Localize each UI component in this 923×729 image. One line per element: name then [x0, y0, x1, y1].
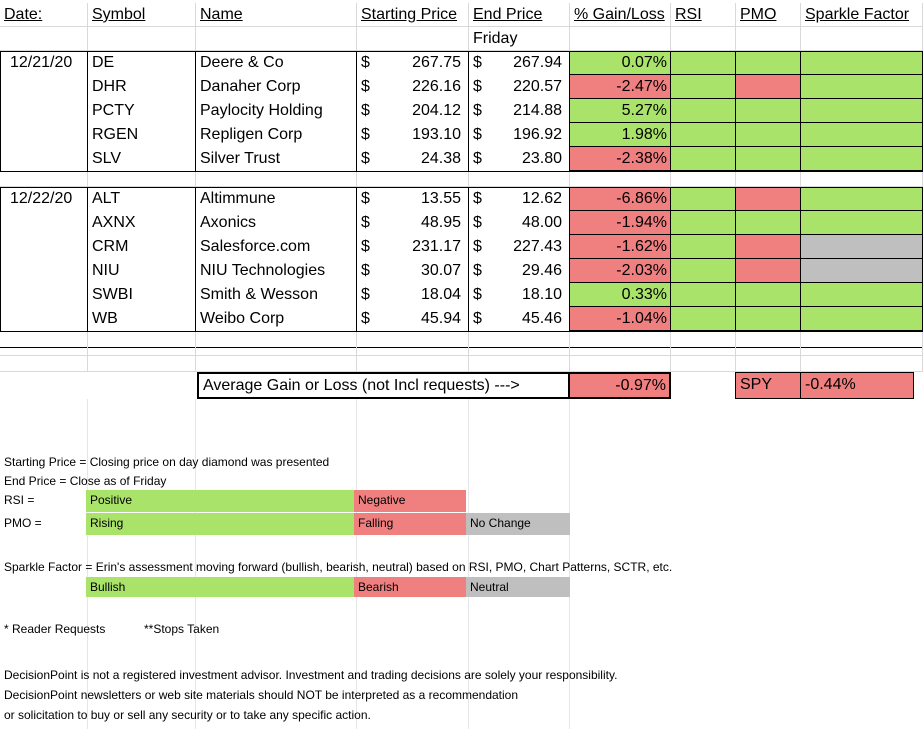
legend-pmo-rising: Rising: [86, 513, 354, 535]
blank-cell[interactable]: [570, 619, 671, 641]
end-price-cell[interactable]: [469, 211, 570, 235]
blank-cell[interactable]: [801, 399, 923, 421]
header-sparkle-factor-text: Sparkle Factor: [805, 6, 910, 23]
header-blank-cell[interactable]: [357, 27, 469, 51]
sparkle-factor-cell[interactable]: [801, 187, 923, 211]
starting-price-value: 231.17: [412, 238, 461, 255]
blank-cell[interactable]: [0, 597, 88, 619]
sparkle-factor-cell[interactable]: [801, 51, 923, 75]
pmo-cell[interactable]: [736, 99, 801, 123]
pmo-cell[interactable]: [736, 187, 801, 211]
currency-symbol: $: [473, 126, 482, 143]
date-cell[interactable]: [0, 283, 88, 307]
end-price-value: 23.80: [521, 150, 562, 167]
end-price-cell[interactable]: [469, 307, 570, 331]
end-price-value: 227.43: [513, 238, 562, 255]
currency-symbol: $: [361, 150, 370, 167]
blank-cell[interactable]: [570, 531, 671, 553]
sparkle-factor-cell[interactable]: [801, 307, 923, 331]
blank-cell[interactable]: [671, 421, 736, 443]
end-price-value: 29.46: [521, 262, 562, 279]
blank-cell[interactable]: [570, 443, 671, 465]
blank-cell[interactable]: [570, 597, 671, 619]
name-cell[interactable]: Paylocity Holding: [196, 99, 357, 123]
legend-bearish: Bearish: [354, 577, 466, 597]
name-cell[interactable]: Altimmune: [196, 187, 357, 211]
legend-pmo-falling: Falling: [354, 513, 466, 535]
header-blank-cell[interactable]: [88, 27, 196, 51]
symbol-cell[interactable]: CRM: [88, 235, 196, 259]
blank-cell[interactable]: [196, 421, 357, 443]
currency-symbol: $: [361, 262, 370, 279]
starting-price-value: 267.75: [412, 54, 461, 71]
date-cell[interactable]: [0, 147, 88, 171]
header-starting-price[interactable]: [357, 3, 469, 27]
blank-cell[interactable]: [801, 685, 923, 707]
blank-cell[interactable]: [0, 575, 88, 597]
rsi-cell[interactable]: [671, 123, 736, 147]
blank-cell[interactable]: [570, 399, 671, 421]
blank-cell[interactable]: [570, 465, 671, 487]
end-price-value: 214.88: [513, 102, 562, 119]
date-cell[interactable]: [0, 75, 88, 99]
blank-cell[interactable]: [357, 641, 469, 663]
rsi-cell[interactable]: [671, 51, 736, 75]
blank-cell[interactable]: [357, 356, 469, 372]
currency-symbol: $: [473, 262, 482, 279]
spy-label: SPY: [735, 372, 801, 399]
date-cell[interactable]: [0, 211, 88, 235]
sparkle-factor-cell[interactable]: [801, 99, 923, 123]
starting-price-value: 24.38: [420, 150, 461, 167]
blank-cell[interactable]: [196, 399, 357, 421]
blank-cell[interactable]: [0, 356, 88, 372]
symbol-cell[interactable]: DE: [88, 51, 196, 75]
symbol-cell[interactable]: SLV: [88, 147, 196, 171]
header-rsi[interactable]: [671, 3, 736, 27]
name-cell[interactable]: Weibo Corp: [196, 307, 357, 331]
blank-cell[interactable]: [570, 487, 671, 509]
starting-price-value: 204.12: [412, 102, 461, 119]
end-price-value: 12.62: [521, 190, 562, 207]
blank-cell[interactable]: [736, 553, 801, 575]
starting-price-cell[interactable]: [357, 75, 469, 99]
date-cell[interactable]: [0, 259, 88, 283]
end-price-value: 48.00: [521, 214, 562, 231]
sparkle-factor-cell[interactable]: [801, 235, 923, 259]
blank-cell[interactable]: [801, 575, 923, 597]
spy-value: -0.44%: [801, 372, 914, 399]
blank-cell[interactable]: [196, 332, 357, 356]
end-price-value: 45.46: [521, 310, 562, 327]
gain-loss-cell[interactable]: -2.47%: [570, 75, 671, 99]
note-stops-taken: **Stops Taken: [144, 622, 220, 636]
end-price-cell[interactable]: [469, 259, 570, 283]
pmo-cell[interactable]: [736, 123, 801, 147]
end-price-cell[interactable]: [469, 123, 570, 147]
symbol-cell[interactable]: PCTY: [88, 99, 196, 123]
symbol-cell[interactable]: SWBI: [88, 283, 196, 307]
starting-price-value: 13.55: [420, 190, 461, 207]
pmo-cell[interactable]: [736, 75, 801, 99]
gain-loss-cell[interactable]: 0.33%: [570, 283, 671, 307]
pmo-cell[interactable]: [736, 307, 801, 331]
end-price-cell[interactable]: [469, 75, 570, 99]
rsi-cell[interactable]: [671, 99, 736, 123]
starting-price-cell[interactable]: [357, 187, 469, 211]
blank-cell[interactable]: [196, 597, 357, 619]
blank-cell[interactable]: [736, 171, 801, 187]
blank-cell[interactable]: [469, 171, 570, 187]
symbol-cell[interactable]: AXNX: [88, 211, 196, 235]
legend-rsi-positive: Positive: [86, 490, 354, 512]
symbol-cell[interactable]: WB: [88, 307, 196, 331]
gain-loss-cell[interactable]: -1.04%: [570, 307, 671, 331]
blank-cell[interactable]: [671, 443, 736, 465]
name-cell[interactable]: Silver Trust: [196, 147, 357, 171]
blank-cell[interactable]: [570, 332, 671, 356]
currency-symbol: $: [473, 102, 482, 119]
sparkle-factor-cell[interactable]: [801, 211, 923, 235]
currency-symbol: $: [473, 78, 482, 95]
blank-cell[interactable]: [357, 399, 469, 421]
average-value: -0.97%: [570, 372, 671, 399]
starting-price-value: 18.04: [420, 286, 461, 303]
blank-cell[interactable]: [736, 356, 801, 372]
blank-cell[interactable]: [570, 509, 671, 531]
blank-cell[interactable]: [801, 465, 923, 487]
blank-cell[interactable]: [570, 171, 671, 187]
header-blank-cell[interactable]: [570, 27, 671, 51]
currency-symbol: $: [473, 238, 482, 255]
name-cell[interactable]: NIU Technologies: [196, 259, 357, 283]
starting-price-cell[interactable]: [357, 211, 469, 235]
rsi-cell[interactable]: [671, 75, 736, 99]
blank-cell[interactable]: [801, 707, 923, 729]
legend-neutral: Neutral: [466, 577, 570, 597]
sparkle-factor-cell[interactable]: [801, 283, 923, 307]
starting-price-value: 45.94: [420, 310, 461, 327]
currency-symbol: $: [361, 54, 370, 71]
header-blank-cell[interactable]: [196, 27, 357, 51]
currency-symbol: $: [473, 150, 482, 167]
blank-cell[interactable]: [801, 663, 923, 685]
blank-cell[interactable]: [469, 641, 570, 663]
starting-price-cell[interactable]: [357, 283, 469, 307]
currency-symbol: $: [361, 102, 370, 119]
date-cell[interactable]: [0, 235, 88, 259]
end-price-cell[interactable]: [469, 235, 570, 259]
currency-symbol: $: [361, 286, 370, 303]
header-symbol-text: Symbol: [92, 6, 146, 23]
legend-bullish: Bullish: [86, 577, 354, 597]
end-price-value: 196.92: [513, 126, 562, 143]
end-price-cell[interactable]: [469, 99, 570, 123]
header-blank-cell[interactable]: [801, 27, 923, 51]
blank-cell[interactable]: [736, 443, 801, 465]
blank-cell[interactable]: [801, 332, 923, 356]
blank-cell[interactable]: [671, 465, 736, 487]
header-pmo-text: PMO: [740, 6, 777, 23]
starting-price-value: 193.10: [412, 126, 461, 143]
symbol-cell[interactable]: NIU: [88, 259, 196, 283]
header-date-text: Date:: [4, 6, 43, 23]
blank-cell[interactable]: [801, 443, 923, 465]
header-symbol[interactable]: [88, 3, 196, 27]
blank-cell[interactable]: [736, 663, 801, 685]
currency-symbol: $: [361, 310, 370, 327]
blank-cell[interactable]: [0, 171, 88, 187]
blank-cell[interactable]: [671, 332, 736, 356]
header-end-price-text: End Price: [473, 6, 543, 23]
rsi-cell[interactable]: [671, 259, 736, 283]
blank-cell[interactable]: [671, 597, 736, 619]
gain-loss-cell[interactable]: -2.38%: [570, 147, 671, 171]
blank-cell[interactable]: [88, 597, 196, 619]
blank-cell[interactable]: [570, 641, 671, 663]
currency-symbol: $: [361, 190, 370, 207]
blank-cell[interactable]: [801, 487, 923, 509]
gain-loss-cell[interactable]: -2.03%: [570, 259, 671, 283]
blank-cell[interactable]: [736, 707, 801, 729]
starting-price-cell[interactable]: [357, 99, 469, 123]
blank-cell[interactable]: [801, 641, 923, 663]
starting-price-cell[interactable]: [357, 123, 469, 147]
blank-cell[interactable]: [469, 597, 570, 619]
blank-cell[interactable]: [570, 356, 671, 372]
header-starting-price-text: Starting Price: [361, 6, 458, 23]
currency-symbol: $: [361, 126, 370, 143]
header-name-text: Name: [200, 6, 243, 23]
header-date[interactable]: [0, 3, 88, 27]
blank-cell[interactable]: [736, 421, 801, 443]
blank-cell[interactable]: [357, 619, 469, 641]
disclaimer-line-2: DecisionPoint newsletters or web site materials should NOT be interpreted as a recommendation: [4, 688, 519, 702]
legend-pmo-no-change: No Change: [466, 513, 570, 535]
currency-symbol: $: [361, 238, 370, 255]
sparkle-factor-cell[interactable]: [801, 147, 923, 171]
gain-loss-cell[interactable]: -1.94%: [570, 211, 671, 235]
blank-cell[interactable]: [736, 619, 801, 641]
header-gain-loss[interactable]: [570, 3, 671, 27]
gain-loss-cell[interactable]: 0.07%: [570, 51, 671, 75]
legend-rsi-negative: Negative: [354, 490, 466, 512]
starting-price-cell[interactable]: [357, 51, 469, 75]
blank-cell[interactable]: [469, 487, 570, 509]
sparkle-factor-cell[interactable]: [801, 259, 923, 283]
rsi-cell[interactable]: [671, 283, 736, 307]
end-price-value: 18.10: [521, 286, 562, 303]
symbol-cell[interactable]: DHR: [88, 75, 196, 99]
currency-symbol: $: [361, 78, 370, 95]
pmo-cell[interactable]: [736, 283, 801, 307]
end-price-cell[interactable]: [469, 283, 570, 307]
blank-cell[interactable]: [0, 332, 88, 356]
name-cell[interactable]: Danaher Corp: [196, 75, 357, 99]
disclaimer-line-1: DecisionPoint is not a registered investment advisor. Investment and trading decisions are solely your responsibility.: [4, 668, 618, 682]
blank-cell[interactable]: [671, 399, 736, 421]
blank-cell[interactable]: [0, 641, 88, 663]
blank-cell[interactable]: [736, 685, 801, 707]
pmo-cell[interactable]: [736, 147, 801, 171]
end-price-value: 267.94: [513, 54, 562, 71]
symbol-cell[interactable]: RGEN: [88, 123, 196, 147]
blank-cell[interactable]: [671, 575, 736, 597]
blank-cell[interactable]: [469, 399, 570, 421]
date-cell[interactable]: [0, 307, 88, 331]
legend-starting-price: Starting Price = Closing price on day diamond was presented: [4, 455, 330, 469]
legend-rsi-label: RSI =: [4, 493, 35, 507]
blank-cell[interactable]: [736, 509, 801, 531]
average-label: Average Gain or Loss (not Incl requests) --->: [197, 372, 570, 399]
date-cell[interactable]: 12/22/20: [0, 187, 88, 211]
blank-cell[interactable]: [88, 356, 196, 372]
blank-cell[interactable]: [196, 171, 357, 187]
sparkle-factor-cell[interactable]: [801, 123, 923, 147]
disclaimer-line-3: or solicitation to buy or sell any security or to take any specific action.: [4, 708, 371, 722]
blank-cell[interactable]: [801, 531, 923, 553]
header-sparkle-factor[interactable]: [801, 3, 923, 27]
starting-price-value: 226.16: [412, 78, 461, 95]
blank-cell[interactable]: [671, 356, 736, 372]
blank-cell[interactable]: [357, 332, 469, 356]
blank-cell[interactable]: [671, 171, 736, 187]
blank-cell[interactable]: [469, 421, 570, 443]
date-cell[interactable]: 12/21/20: [0, 51, 88, 75]
rsi-cell[interactable]: [671, 147, 736, 171]
header-end-price[interactable]: [469, 3, 570, 27]
blank-cell[interactable]: [196, 641, 357, 663]
blank-cell[interactable]: [357, 597, 469, 619]
name-cell[interactable]: Deere & Co: [196, 51, 357, 75]
blank-cell[interactable]: [357, 171, 469, 187]
starting-price-value: 48.95: [420, 214, 461, 231]
starting-price-cell[interactable]: [357, 147, 469, 171]
rsi-cell[interactable]: [671, 187, 736, 211]
name-cell[interactable]: Salesforce.com: [196, 235, 357, 259]
blank-cell[interactable]: [0, 399, 88, 421]
pmo-cell[interactable]: [736, 259, 801, 283]
name-cell[interactable]: Smith & Wesson: [196, 283, 357, 307]
end-price-value: 220.57: [513, 78, 562, 95]
date-cell[interactable]: [0, 99, 88, 123]
blank-cell[interactable]: [801, 509, 923, 531]
currency-symbol: $: [473, 190, 482, 207]
blank-cell[interactable]: [736, 465, 801, 487]
starting-price-cell[interactable]: [357, 235, 469, 259]
blank-cell[interactable]: [88, 332, 196, 356]
starting-price-value: 30.07: [420, 262, 461, 279]
rsi-cell[interactable]: [671, 235, 736, 259]
currency-symbol: $: [361, 214, 370, 231]
blank-cell[interactable]: [469, 619, 570, 641]
blank-cell[interactable]: [736, 641, 801, 663]
currency-symbol: $: [473, 214, 482, 231]
header-name[interactable]: [196, 3, 357, 27]
legend-end-price: End Price = Close as of Friday: [4, 474, 167, 488]
blank-cell[interactable]: [736, 487, 801, 509]
end-price-cell[interactable]: [469, 51, 570, 75]
currency-symbol: $: [473, 286, 482, 303]
blank-cell[interactable]: [736, 332, 801, 356]
starting-price-cell[interactable]: [357, 259, 469, 283]
symbol-cell[interactable]: ALT: [88, 187, 196, 211]
note-reader-requests: * Reader Requests: [4, 622, 106, 636]
header-pmo[interactable]: [736, 3, 801, 27]
blank-cell[interactable]: [88, 641, 196, 663]
blank-cell[interactable]: [736, 597, 801, 619]
blank-cell[interactable]: [736, 575, 801, 597]
header-blank-cell[interactable]: [671, 27, 736, 51]
blank-cell[interactable]: [469, 332, 570, 356]
name-cell[interactable]: Axonics: [196, 211, 357, 235]
pmo-cell[interactable]: [736, 211, 801, 235]
pmo-cell[interactable]: [736, 235, 801, 259]
blank-cell[interactable]: [801, 597, 923, 619]
blank-cell[interactable]: [196, 356, 357, 372]
blank-cell[interactable]: [671, 509, 736, 531]
blank-cell[interactable]: [570, 575, 671, 597]
name-cell[interactable]: Repligen Corp: [196, 123, 357, 147]
date-cell[interactable]: [0, 123, 88, 147]
pmo-cell[interactable]: [736, 51, 801, 75]
gain-loss-cell[interactable]: -1.62%: [570, 235, 671, 259]
header-end-price-friday[interactable]: Friday: [469, 27, 570, 51]
blank-cell[interactable]: [0, 421, 88, 443]
starting-price-cell[interactable]: [357, 307, 469, 331]
blank-cell[interactable]: [357, 421, 469, 443]
header-rsi-text: RSI: [675, 6, 702, 23]
end-price-cell[interactable]: [469, 147, 570, 171]
header-gain-loss-text: % Gain/Loss: [574, 6, 665, 23]
sparkle-factor-cell[interactable]: [801, 75, 923, 99]
gain-loss-cell[interactable]: 5.27%: [570, 99, 671, 123]
blank-cell[interactable]: [671, 641, 736, 663]
gain-loss-cell[interactable]: 1.98%: [570, 123, 671, 147]
gain-loss-cell[interactable]: -6.86%: [570, 187, 671, 211]
blank-cell[interactable]: [736, 399, 801, 421]
blank-cell[interactable]: [801, 356, 923, 372]
currency-symbol: $: [473, 54, 482, 71]
legend-pmo-label: PMO =: [4, 516, 42, 530]
blank-cell[interactable]: [801, 553, 923, 575]
rsi-cell[interactable]: [671, 307, 736, 331]
blank-cell[interactable]: [570, 421, 671, 443]
blank-cell[interactable]: [801, 421, 923, 443]
blank-cell[interactable]: [671, 619, 736, 641]
blank-cell[interactable]: [469, 356, 570, 372]
currency-symbol: $: [473, 310, 482, 327]
blank-cell[interactable]: [801, 171, 923, 187]
legend-sparkle-factor: Sparkle Factor = Erin's assessment moving forward (bullish, bearish, neutral) based on RSI, PMO, Chart Patterns, SCTR, etc.: [4, 560, 673, 574]
header-blank-cell[interactable]: [736, 27, 801, 51]
blank-cell[interactable]: [88, 399, 196, 421]
rsi-cell[interactable]: [671, 211, 736, 235]
blank-cell[interactable]: [88, 421, 196, 443]
blank-cell[interactable]: [801, 619, 923, 641]
header-blank-cell[interactable]: [0, 27, 88, 51]
end-price-cell[interactable]: [469, 187, 570, 211]
blank-cell[interactable]: [88, 171, 196, 187]
blank-cell[interactable]: [671, 531, 736, 553]
blank-cell[interactable]: [736, 531, 801, 553]
blank-cell[interactable]: [671, 487, 736, 509]
